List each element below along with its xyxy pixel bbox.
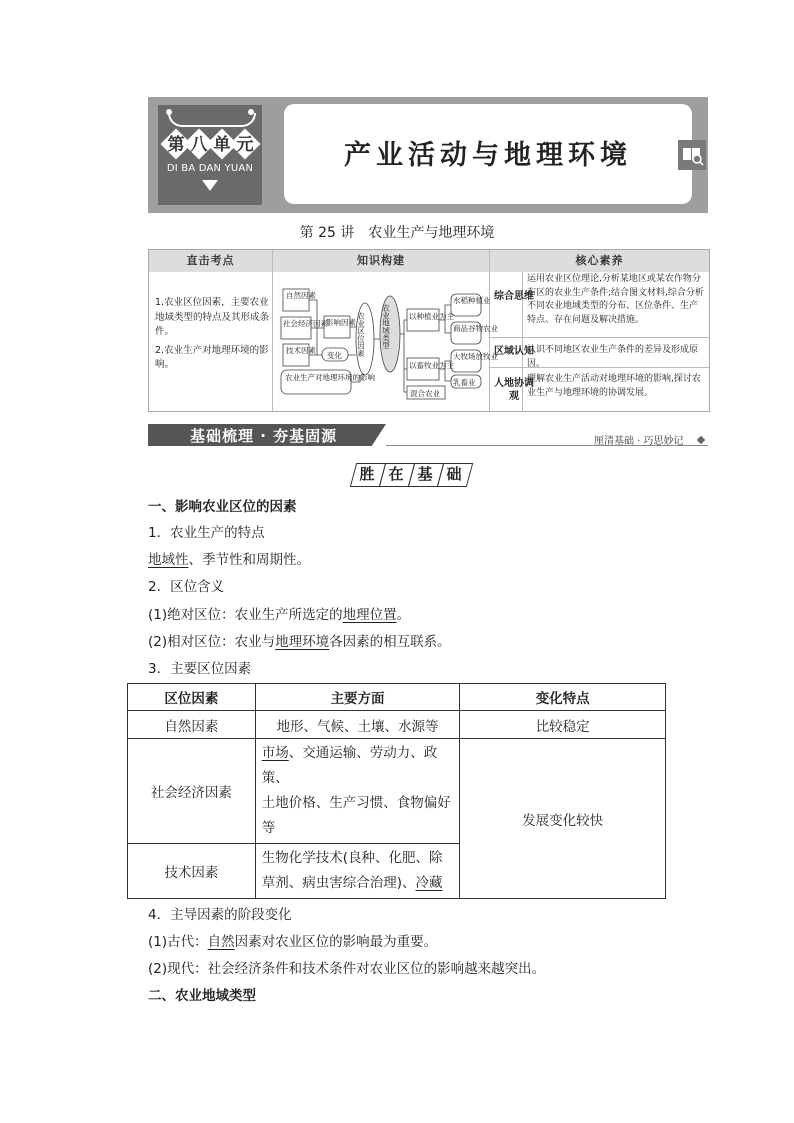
mm-text: 乳畜业 xyxy=(453,378,476,387)
text: (2)相对区位：农业与 xyxy=(148,634,276,650)
table-cell: 自然因素 xyxy=(128,711,256,739)
diamond-icon xyxy=(697,436,705,444)
fill-blank: 地域性 xyxy=(148,552,189,568)
location-factors-table xyxy=(127,683,666,899)
cell-line xyxy=(262,741,454,791)
literacy-text: 认识不同地区农业生产条件的差异及形成原因。 xyxy=(527,345,699,369)
paragraph: (2)现代：社会经济条件和技术条件对农业区位的影响越来越突出。 xyxy=(148,961,546,977)
section-subtitle: 厘清基础 · 巧思妙记 xyxy=(594,436,684,447)
heading-2: 二、农业地域类型 xyxy=(148,988,256,1004)
table-cell: 社会经济因素 xyxy=(128,739,256,844)
mm-text: 大牧场放牧业 xyxy=(453,352,498,361)
mm-center-text: 农业地域类型 xyxy=(381,304,391,349)
text: (1)古代： xyxy=(148,934,208,950)
literacy-label: 人地协调观 xyxy=(494,378,534,402)
table-cell: 地形、气候、土壤、水源等 xyxy=(255,711,460,739)
mm-text: 社会经济因素 xyxy=(283,319,328,328)
divider xyxy=(490,337,709,338)
section-badge-char: 基 xyxy=(417,465,433,483)
mm-text: 混合农业 xyxy=(410,389,440,398)
paragraph xyxy=(148,603,410,623)
subheading: 2．区位含义 xyxy=(148,579,225,595)
mm-text: 自然因素 xyxy=(286,291,316,300)
badge-decoration xyxy=(168,113,256,127)
cell-line: 土地价格、生产习惯、食物偏好 xyxy=(261,795,451,811)
fill-blank: 地理环境 xyxy=(275,634,330,650)
exam-point: 2.农业生产对地理环境的影响。 xyxy=(155,344,269,370)
mm-center-text: 农业区位因素 xyxy=(356,312,366,357)
text: 因素对农业区位的影响最为重要。 xyxy=(234,934,438,950)
text: 。 xyxy=(396,607,411,623)
text: (1)绝对区位：农业生产所选定的 xyxy=(148,607,343,623)
section-badge-char: 胜 xyxy=(359,465,375,483)
badge-arrow-icon xyxy=(202,180,218,191)
mm-text: 以种植业为主 xyxy=(409,312,454,321)
literacy-text: 理解农业生产活动对地理环境的影响,探讨农业生产与地理环境的协调发展。 xyxy=(527,374,701,398)
overview-table xyxy=(148,249,710,412)
table-cell: 技术因素 xyxy=(128,844,256,899)
overview-header: 知识构建 xyxy=(273,250,489,272)
book-search-icon xyxy=(678,140,706,170)
section-badge-char: 础 xyxy=(446,465,462,483)
exam-points xyxy=(155,296,271,377)
cell-line: 生物化学技术(良种、化肥、除 xyxy=(261,850,443,866)
literacy-label: 区域认知 xyxy=(494,346,534,357)
literacy-label: 综合思维 xyxy=(494,291,534,302)
literacy-text: 运用农业区位理论,分析某地区或某农作物分布区的农业生产条件;结合图文材料,综合分析不同农业地域类型的分布、区位条件、生产特点、存在问题及解决措施。 xyxy=(527,274,704,325)
subheading: 3．主要区位因素 xyxy=(148,661,252,677)
fill-blank: 自然 xyxy=(207,934,235,950)
text: 、季节性和周期性。 xyxy=(188,552,310,568)
mm-text: 农业生产对地理环境的影响 xyxy=(285,373,375,382)
paragraph xyxy=(148,930,437,950)
table-cell: 发展变化较快 xyxy=(460,739,666,899)
table-cell xyxy=(255,844,460,899)
subheading: 4．主导因素的阶段变化 xyxy=(148,907,292,923)
overview-header: 核心素养 xyxy=(490,250,709,272)
text: 草剂、病虫害综合治理)、 xyxy=(261,875,416,891)
knowledge-mindmap xyxy=(273,272,498,411)
cell-line xyxy=(262,871,454,896)
mm-text: 以畜牧业为主 xyxy=(409,361,454,370)
table-cell xyxy=(255,739,460,844)
text: 各因素的相互联系。 xyxy=(329,634,451,650)
badge-pinyin: DI BA DAN YUAN xyxy=(166,163,254,174)
section-badge-char: 在 xyxy=(388,465,404,483)
unit-title: 产业活动与地理环境 xyxy=(344,140,632,171)
mm-text: 商品谷物农业 xyxy=(453,324,498,333)
badge-char: 单 xyxy=(213,135,231,155)
overview-header: 直击考点 xyxy=(149,250,272,272)
mm-text: 水稻种植业 xyxy=(453,296,491,305)
table-header: 区位因素 xyxy=(128,684,256,711)
mm-text: 影响因素 xyxy=(326,318,356,327)
badge-char: 元 xyxy=(236,135,254,155)
mm-text: 变化 xyxy=(327,351,342,360)
paragraph xyxy=(148,630,451,650)
badge-char: 第 xyxy=(167,135,185,155)
unit-badge xyxy=(158,105,262,205)
section-title: 基础梳理 · 夯基固源 xyxy=(190,427,338,445)
lecture-title: 第 25 讲 农业生产与地理环境 xyxy=(299,225,495,241)
table-header: 变化特点 xyxy=(460,684,666,711)
text: 、交通运输、劳动力、政策、 xyxy=(261,745,438,786)
heading-1: 一、影响农业区位的因素 xyxy=(148,499,297,515)
paragraph xyxy=(148,548,310,568)
exam-point: 1.农业区位因素，主要农业地域类型的特点及其形成条件。 xyxy=(155,297,270,337)
fill-blank: 冷藏 xyxy=(415,875,443,891)
table-cell: 比较稳定 xyxy=(460,711,666,739)
table-header: 主要方面 xyxy=(255,684,460,711)
fill-blank: 市场 xyxy=(261,745,289,761)
fill-blank: 地理位置 xyxy=(342,607,397,623)
cell-line: 等 xyxy=(261,820,276,836)
badge-char: 八 xyxy=(190,135,208,155)
subheading: 1．农业生产的特点 xyxy=(148,525,265,541)
mm-text: 技术因素 xyxy=(286,346,316,355)
